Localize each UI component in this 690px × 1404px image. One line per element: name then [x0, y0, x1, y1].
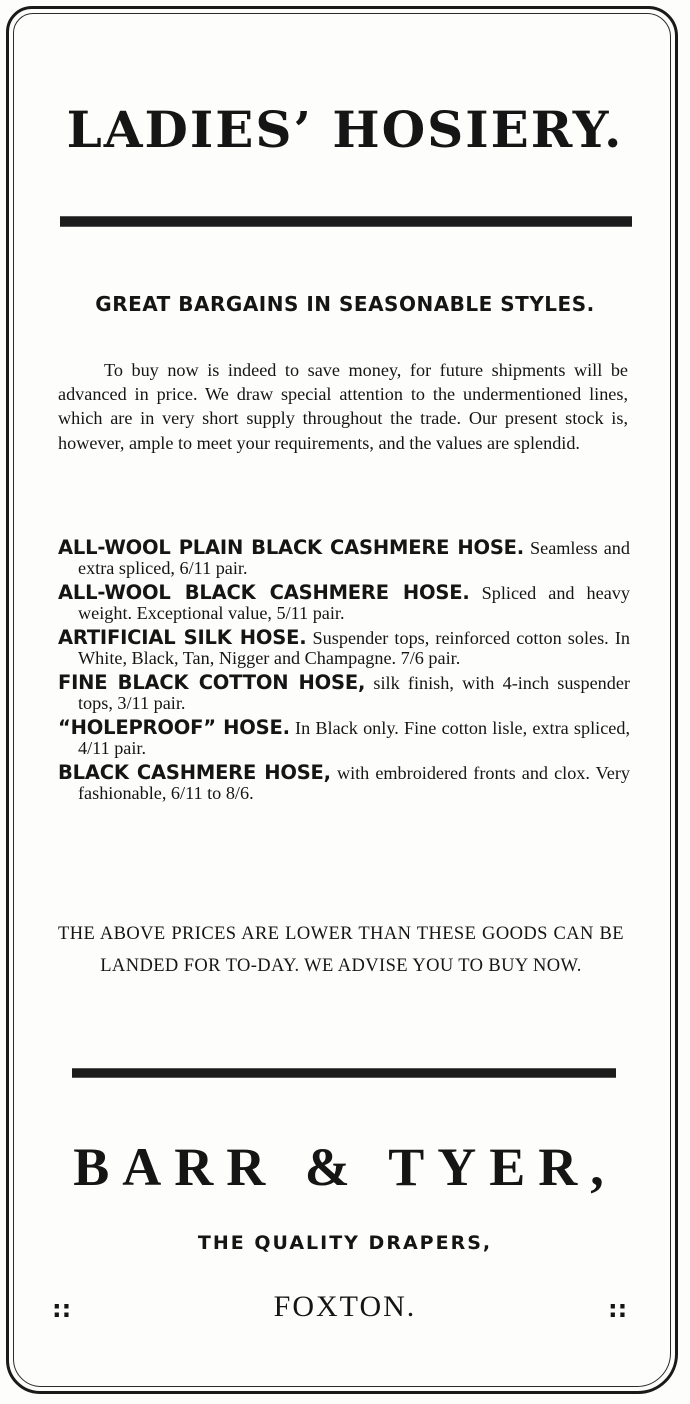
firm-tagline: THE QUALITY DRAPERS,	[197, 1232, 493, 1254]
list-item	[58, 763, 630, 803]
list-item	[58, 718, 630, 758]
item-description: silk finish, with 4-inch suspender tops, 3/11 pair.	[78, 673, 630, 713]
list-item	[58, 583, 630, 623]
subheading: GREAT BARGAINS IN SEASONABLE STYLES.	[95, 292, 595, 316]
item-description: Seamless and extra spliced, 6/11 pair.	[78, 538, 630, 578]
item-name: BLACK CASHMERE HOSE,	[58, 761, 331, 784]
bottom-divider	[72, 1068, 616, 1078]
item-name: ARTIFICIAL SILK HOSE.	[58, 626, 307, 649]
item-name: ALL-WOOL PLAIN BLACK CASHMERE HOSE.	[58, 536, 524, 559]
top-divider	[60, 216, 632, 227]
list-item	[58, 538, 630, 578]
intro-paragraph: To buy now is indeed to save money, for future shipments will be advanced in price. We draw special attention to the undermentioned lines, which are in very short supply throughout the trade. Our present stock is, however, ample to meet your requirements, and the values are splendid.	[58, 360, 628, 453]
item-name: “HOLEPROOF” HOSE.	[58, 716, 290, 739]
firm-name: BARR & TYER,	[73, 1137, 617, 1197]
ornament-right: ::	[608, 1295, 628, 1323]
item-name: FINE BLACK COTTON HOSE,	[58, 671, 366, 694]
list-item	[58, 673, 630, 713]
item-description: In Black only. Fine cotton lisle, extra spliced, 4/11 pair.	[78, 718, 630, 758]
item-description: Spliced and heavy weight. Exceptional value, 5/11 pair.	[78, 583, 630, 623]
item-description: Suspender tops, reinforced cotton soles. In White, Black, Tan, Nigger and Champagne. 7/6 pair.	[78, 628, 630, 668]
item-description: with embroidered fronts and clox. Very fashionable, 6/11 to 8/6.	[78, 763, 630, 803]
ornament-left: ::	[52, 1295, 72, 1323]
product-list	[58, 538, 630, 808]
list-item	[58, 628, 630, 668]
price-notice: THE ABOVE PRICES ARE LOWER THAN THESE GOODS CAN BE LANDED FOR TO-DAY. WE ADVISE YOU TO BUY NOW.	[58, 924, 624, 976]
item-name: ALL-WOOL BLACK CASHMERE HOSE.	[58, 581, 470, 604]
advert-title: LADIES’ HOSIERY.	[66, 100, 624, 159]
town-name: FOXTON.	[273, 1290, 417, 1323]
